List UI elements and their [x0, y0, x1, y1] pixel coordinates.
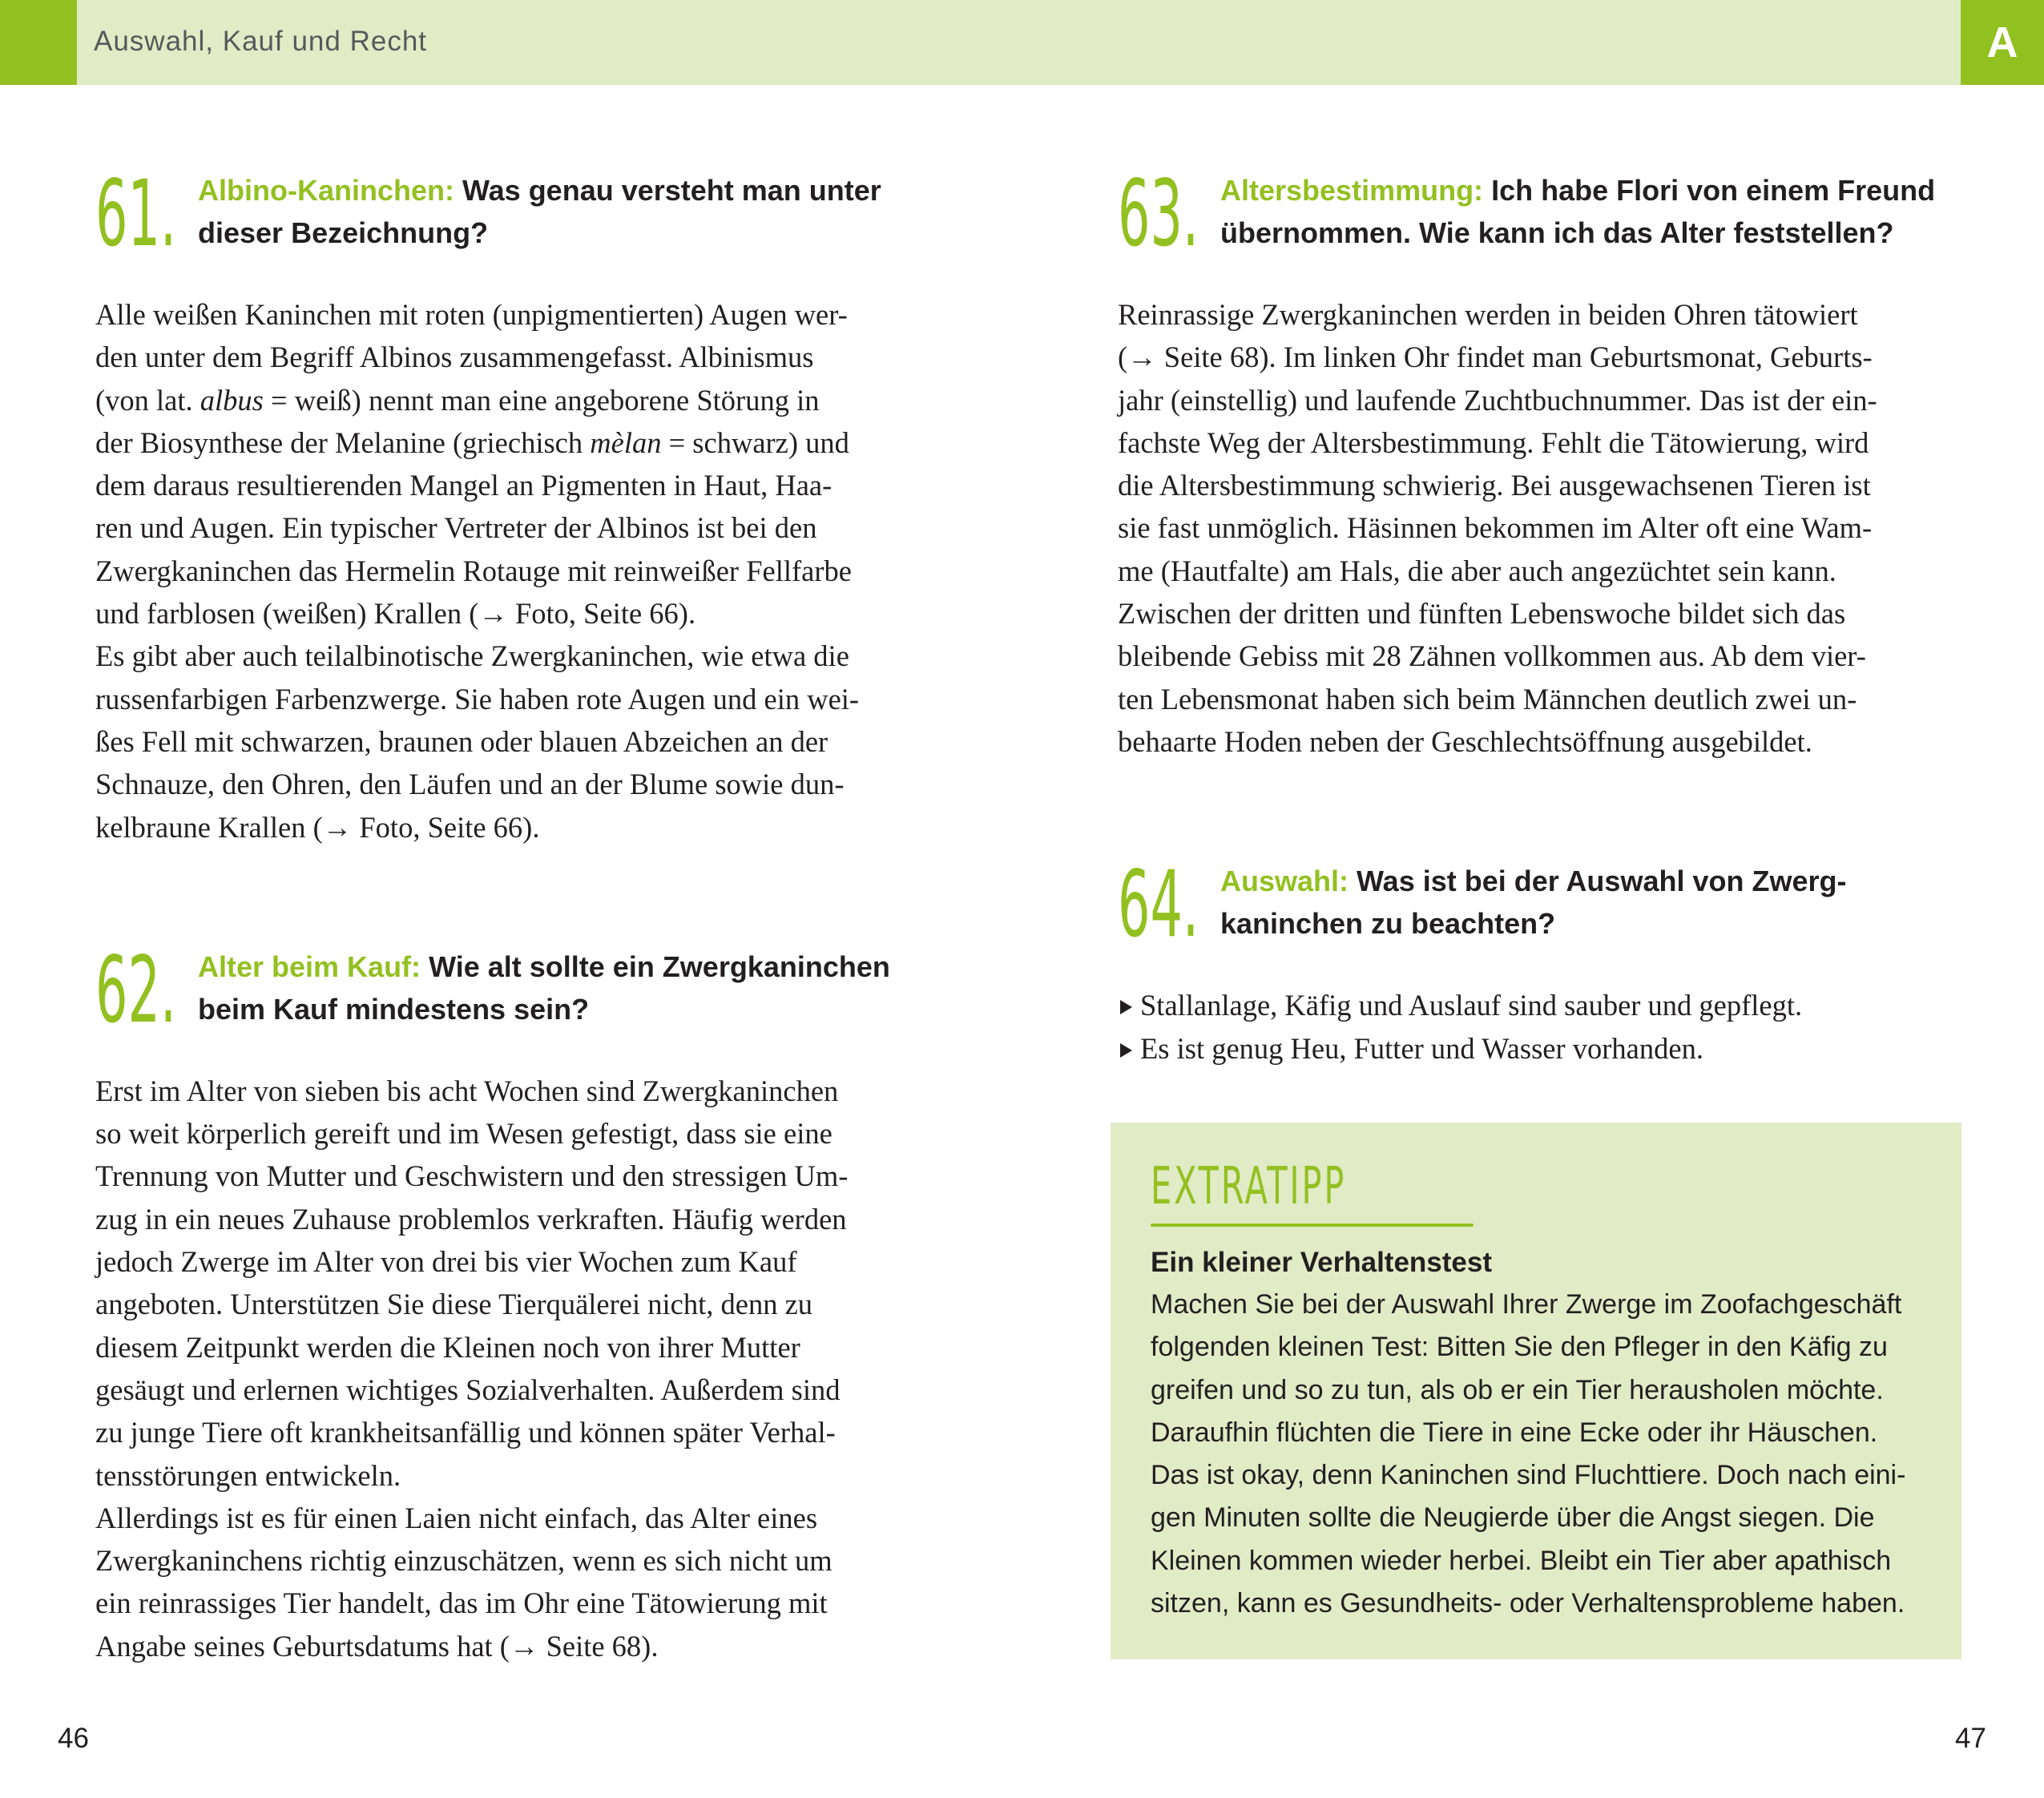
- question-text: [1220, 169, 1949, 254]
- extratipp-text: [1151, 1284, 1936, 1625]
- question-header: [95, 933, 925, 1070]
- answer-line: Zwischen der dritten und fünften Lebenswoche bildet sich das: [1118, 597, 1846, 631]
- extratipp-line: gen Minuten sollte die Neugierde über die Angst siegen. Die: [1151, 1502, 1875, 1534]
- section-tab: A: [1961, 0, 2044, 85]
- question-body: Ich habe Flori von einem Freund übernommen. Wie kann ich das Alter feststellen?: [1220, 174, 1936, 249]
- question-number: 61.: [95, 160, 177, 267]
- answer-line: zu junge Tiere oft krankheitsanfällig und können später Verhal-: [95, 1416, 836, 1449]
- extratipp-underline: [1151, 1224, 1474, 1227]
- checklist-item: Stallanlage, Käfig und Auslauf sind sauber und gepflegt.: [1118, 984, 1947, 1026]
- answer-line: ten Lebensmonat haben sich beim Männchen deutlich zwei un-: [1118, 682, 1857, 716]
- answer-line: bleibende Gebiss mit 28 Zähnen vollkommen aus. Ab dem vier-: [1118, 639, 1866, 673]
- checklist-item: Es ist genug Heu, Futter und Wasser vorhanden.: [1118, 1027, 1947, 1070]
- question-text: [198, 169, 927, 254]
- answer-line: die Altersbestimmung schwierig. Bei ausgewachsenen Tieren ist: [1118, 469, 1871, 502]
- header-accent-bar: [0, 0, 77, 85]
- question-number: 62.: [95, 936, 177, 1043]
- question-number: 63.: [1118, 160, 1199, 267]
- question-62: [95, 933, 925, 1667]
- answer-line: Zwergkaninchens richtig einzuschätzen, wenn es sich nicht um: [95, 1544, 833, 1578]
- page-number-right: 47: [1955, 1723, 1986, 1754]
- question-header: [1118, 848, 1947, 984]
- question-header: [95, 157, 925, 293]
- extratipp-line: Kleinen kommen wieder herbei. Bleibt ein Tier aber apathisch: [1151, 1545, 1892, 1576]
- answer-line: Alle weißen Kaninchen mit roten (unpigmentierten) Augen wer-: [95, 298, 848, 331]
- answer-line: diesem Zeitpunkt werden die Kleinen noch von ihrer Mutter: [95, 1330, 800, 1364]
- question-body: Was genau versteht man unter dieser Bezeichnung?: [198, 174, 881, 249]
- answer-line: Erst im Alter von sieben bis acht Wochen sind Zwergkaninchen: [95, 1074, 839, 1107]
- question-body: Wie alt sollte ein Zwergkaninchen beim Kauf mindestens sein?: [198, 949, 890, 1026]
- answer-line: Zwergkaninchen das Hermelin Rotauge mit reinweißer Fellfarbe: [95, 554, 852, 587]
- answer-line: angeboten. Unterstützen Sie diese Tierquälerei nicht, denn zu: [95, 1288, 813, 1321]
- answer-line: ein reinrassiges Tier handelt, das im Ohr eine Tätowierung mit: [95, 1586, 828, 1620]
- extratipp-line: folgenden kleinen Test: Bitten Sie den Pfleger in den Käfig zu: [1151, 1332, 1888, 1363]
- answer-line: ßes Fell mit schwarzen, braunen oder blauen Abzeichen an der: [95, 724, 828, 758]
- answer-line: (von lat. albus = weiß) nennt man eine angeborene Störung in: [95, 383, 820, 417]
- extratipp-line: greifen und so zu tun, als ob er ein Tier herausholen möchte.: [1151, 1374, 1884, 1405]
- answer-line: Allerdings ist es für einen Laien nicht einfach, das Alter eines: [95, 1501, 818, 1534]
- question-topic: Albino-Kaninchen:: [198, 174, 454, 207]
- question-61: [95, 157, 925, 849]
- answer-line: jahr (einstellig) und laufende Zuchtbuchnummer. Das ist der ein-: [1118, 383, 1877, 417]
- extratipp-title: Ein kleiner Verhaltenstest: [1151, 1247, 1493, 1278]
- question-text: [198, 945, 927, 1030]
- answer-line: kelbraune Krallen (→ Foto, Seite 66).: [95, 810, 540, 844]
- running-head: Auswahl, Kauf und Recht: [94, 26, 428, 57]
- answer-text: [95, 1070, 925, 1667]
- answer-line: Angabe seines Geburtsdatums hat (→ Seite 68).: [95, 1629, 659, 1663]
- answer-line: Reinrassige Zwergkaninchen werden in beiden Ohren tätowiert: [1118, 298, 1858, 331]
- extratipp-label: EXTRATIPP: [1151, 1157, 1347, 1216]
- extratipp-box: [1111, 1123, 1961, 1659]
- answer-line: (→ Seite 68). Im linken Ohr findet man Geburtsmonat, Geburts-: [1118, 341, 1873, 374]
- greek-term: mèlan: [590, 425, 662, 459]
- answer-line: Es gibt aber auch teilalbinotische Zwergkaninchen, wie etwa die: [95, 639, 849, 673]
- right-column: [1118, 157, 1947, 1070]
- extratipp-line: Machen Sie bei der Auswahl Ihrer Zwerge im Zoofachgeschäft: [1151, 1289, 1902, 1320]
- answer-line: Schnauze, den Ohren, den Läufen und an der Blume sowie dun-: [95, 768, 845, 801]
- question-topic: Alter beim Kauf:: [198, 949, 421, 983]
- left-column: [95, 157, 925, 1667]
- question-number: 64.: [1118, 851, 1199, 958]
- answer-line: fachste Weg der Altersbestimmung. Fehlt die Tätowierung, wird: [1118, 425, 1869, 459]
- answer-line: und farblosen (weißen) Krallen (→ Foto, Seite 66).: [95, 597, 696, 631]
- answer-line: gesäugt und erlernen wichtiges Sozialverhalten. Außerdem sind: [95, 1373, 841, 1406]
- answer-line: tensstörungen entwickeln.: [95, 1458, 401, 1492]
- answer-line: sie fast unmöglich. Häsinnen bekommen im Alter oft eine Wam-: [1118, 511, 1873, 545]
- question-text: [1220, 860, 1949, 945]
- question-header: [1118, 157, 1947, 293]
- answer-line: jedoch Zwerge im Alter von drei bis vier Wochen zum Kauf: [95, 1245, 797, 1279]
- answer-line: russenfarbigen Farbenzwerge. Sie haben rote Augen und ein wei-: [95, 682, 860, 716]
- question-64: [1118, 848, 1947, 1070]
- answer-text: [95, 293, 925, 849]
- answer-line: zug in ein neues Zuhause problemlos verkraften. Häufig werden: [95, 1202, 847, 1236]
- checklist: [1118, 984, 1947, 1070]
- question-topic: Auswahl:: [1220, 865, 1349, 898]
- page-number-left: 46: [58, 1723, 89, 1754]
- answer-line: me (Hautfalte) am Hals, die aber auch angezüchtet sein kann.: [1118, 554, 1836, 587]
- answer-line: den unter dem Begriff Albinos zusammengefasst. Albinismus: [95, 341, 814, 374]
- answer-line: so weit körperlich gereift und im Wesen gefestigt, dass sie eine: [95, 1117, 833, 1151]
- extratipp-line: sitzen, kann es Gesundheits- oder Verhaltensprobleme haben.: [1151, 1588, 1905, 1619]
- latin-term: albus: [200, 383, 264, 417]
- extratipp-line: Das ist okay, denn Kaninchen sind Fluchttiere. Doch nach eini-: [1151, 1460, 1906, 1491]
- answer-line: dem daraus resultierenden Mangel an Pigmenten in Haut, Haa-: [95, 469, 833, 502]
- extratipp-line: Daraufhin flüchten die Tiere in eine Ecke oder ihr Häuschen.: [1151, 1417, 1878, 1448]
- answer-line: ren und Augen. Ein typischer Vertreter der Albinos ist bei den: [95, 511, 817, 545]
- question-topic: Altersbestimmung:: [1220, 174, 1484, 207]
- answer-line: der Biosynthese der Melanine (griechisch mèlan = schwarz) und: [95, 425, 849, 459]
- answer-text: [1118, 293, 1947, 763]
- question-63: [1118, 157, 1947, 763]
- question-body: Was ist bei der Auswahl von Zwerg-kaninchen zu beachten?: [1220, 865, 1847, 941]
- answer-line: Trennung von Mutter und Geschwistern und den stressigen Um-: [95, 1159, 849, 1193]
- answer-line: behaarte Hoden neben der Geschlechtsöffnung ausgebildet.: [1118, 724, 1812, 758]
